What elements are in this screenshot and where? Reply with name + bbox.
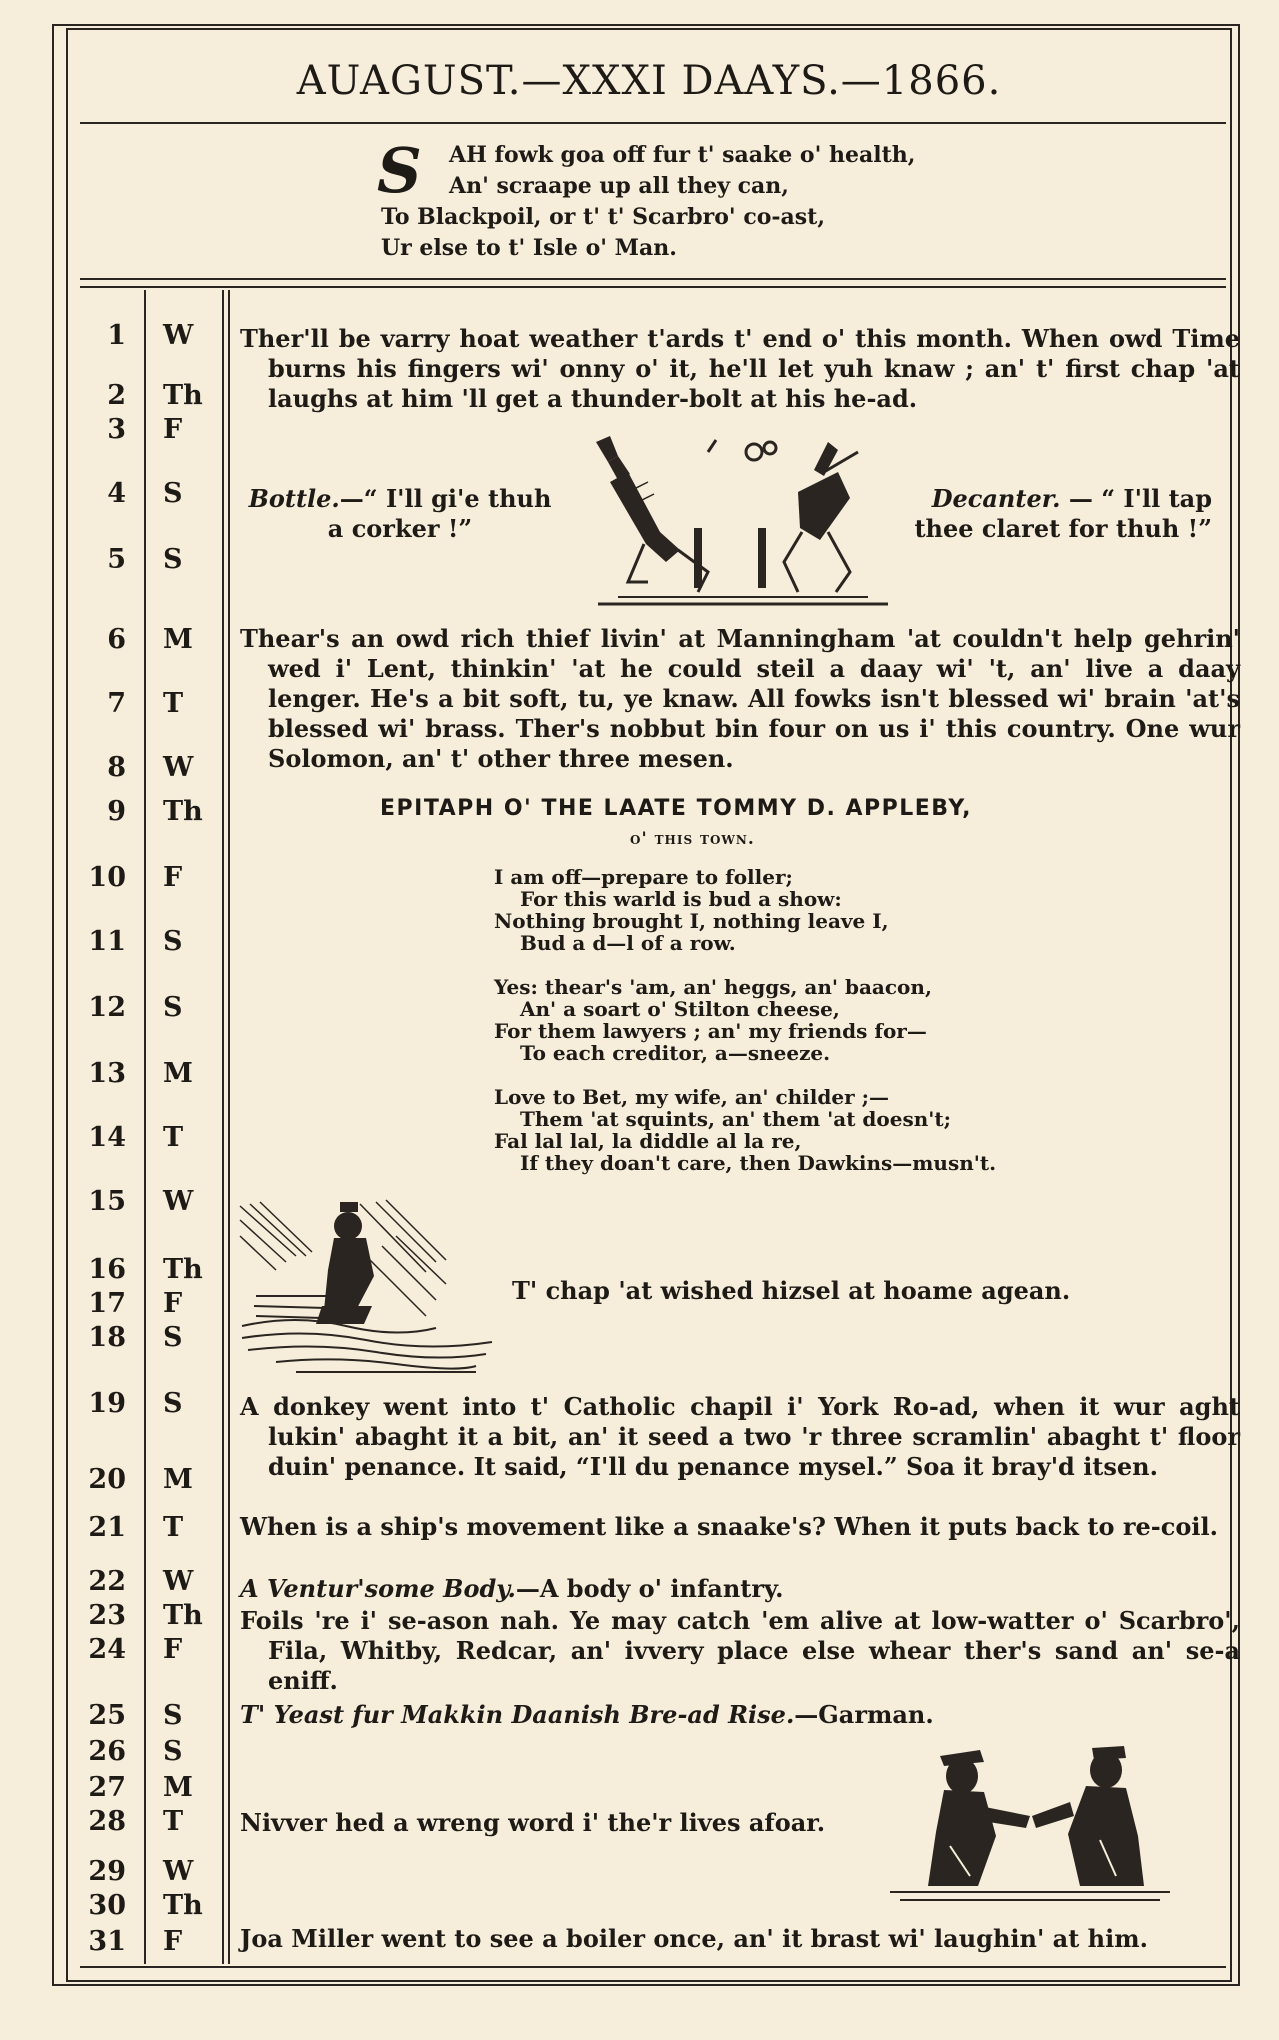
paragraph-donkey: A donkey went into t' Catholic chapil i' York Ro-ad, when it wur aght lukin' abaght it a bit, an' it seed a two 'r three scramlin' abaght t' floor duin' penance. It said, “I'll du penance mysel.” Soa it bray'd itsen.: [240, 1392, 1240, 1481]
day-number: 8: [107, 752, 126, 783]
weekday-letter: S: [163, 544, 183, 575]
decanter-speaker: Decanter.: [931, 484, 1061, 513]
day-number: 27: [88, 1772, 126, 1803]
day-number: 26: [88, 1736, 126, 1767]
day-number: 30: [88, 1890, 126, 1921]
day-number: 17: [88, 1288, 126, 1319]
page-title: AUAGUST.—XXXI DAAYS.—1866.: [296, 58, 1002, 104]
verse-line: AH fowk goa off fur t' saake o' health,: [449, 142, 916, 168]
day-number: 11: [88, 926, 126, 957]
day-number: 15: [88, 1186, 126, 1217]
paragraph-joa-miller: Joa Miller went to see a boiler once, an' it brast wi' laughin' at him.: [240, 1924, 1148, 1953]
weekday-letter: M: [163, 1058, 193, 1089]
day-number: 16: [88, 1254, 126, 1285]
day-number: 2: [107, 380, 126, 411]
epitaph-line: If they doan't care, then Dawkins—musn't.: [520, 1151, 997, 1175]
weekday-letter: M: [163, 1772, 193, 1803]
epitaph-stanza-1: [494, 866, 889, 954]
venturesome-lead: A Ventur'some Body.: [240, 1574, 516, 1603]
weekday-letter: M: [163, 1464, 193, 1495]
verse-rule-2: [80, 286, 1226, 288]
day-number: 10: [88, 862, 126, 893]
weekday-letter: T: [163, 1512, 184, 1543]
day-number: 31: [88, 1926, 126, 1957]
day-number: 4: [107, 478, 126, 509]
epitaph-stanza-3: [494, 1086, 996, 1174]
day-number: 13: [88, 1058, 126, 1089]
weekday-letter: T: [163, 688, 184, 719]
caption-chap: T' chap 'at wished hizsel at hoame agean.: [512, 1276, 1071, 1305]
epitaph-line: An' a soart o' Stilton cheese,: [520, 997, 840, 1021]
title-rule: [80, 122, 1226, 124]
decanter-caption: [900, 484, 1212, 544]
weekday-letter: S: [163, 992, 183, 1023]
column-divider-1: [144, 290, 146, 1964]
weekday-letter: S: [163, 1322, 183, 1353]
epitaph-line: To each creditor, a—sneeze.: [520, 1041, 831, 1065]
yeast-rest: —Garman.: [794, 1700, 934, 1729]
weekday-letter: F: [163, 862, 183, 893]
venturesome-rest: —A body o' infantry.: [515, 1574, 784, 1603]
epitaph-subheading: o' this town.: [630, 829, 755, 849]
bottle-speech: —“ I'll gi'e thuh a corker !”: [327, 484, 552, 543]
verse-rule-1: [80, 278, 1226, 280]
day-number: 1: [107, 320, 126, 351]
day-number: 9: [107, 796, 126, 827]
weekday-letter: S: [163, 926, 183, 957]
day-number: 14: [88, 1122, 126, 1153]
weekday-letter: F: [163, 1634, 183, 1665]
bottle-decanter-illustration: [588, 432, 894, 610]
weekday-letter: S: [163, 1388, 183, 1419]
weekday-letter: M: [163, 624, 193, 655]
weekday-letter: F: [163, 1288, 183, 1319]
day-number: 7: [107, 688, 126, 719]
day-number: 3: [107, 414, 126, 445]
decanter-speech: — “ I'll tap thee claret for thuh !”: [914, 484, 1212, 543]
opening-verse: [377, 134, 916, 264]
day-number: 12: [88, 992, 126, 1023]
weekday-letter: Th: [163, 1890, 203, 1921]
weekday-letter: Th: [163, 796, 203, 827]
epitaph-line: Nothing brought I, nothing leave I,: [494, 909, 889, 933]
weekday-letter: Th: [163, 380, 203, 411]
weekday-letter: W: [163, 1186, 194, 1217]
weekday-letter: F: [163, 1926, 183, 1957]
day-number: 25: [88, 1700, 126, 1731]
day-number: 5: [107, 544, 126, 575]
epitaph-line: I am off—prepare to foller;: [494, 865, 793, 889]
weekday-letter: S: [163, 1700, 183, 1731]
weekday-letter: W: [163, 752, 194, 783]
day-number: 6: [107, 624, 126, 655]
bottle-speaker: Bottle.: [248, 484, 340, 513]
epitaph-line: For them lawyers ; an' my friends for—: [494, 1019, 927, 1043]
day-number: 29: [88, 1856, 126, 1887]
weekday-letter: Th: [163, 1254, 203, 1285]
bottle-caption: [240, 484, 560, 544]
epitaph-stanza-2: [494, 976, 932, 1064]
verse-line: Ur else to t' Isle o' Man.: [381, 235, 677, 261]
weekday-letter: T: [163, 1806, 184, 1837]
paragraph-wreng-word: Nivver hed a wreng word i' the'r lives afoar.: [240, 1808, 826, 1837]
column-divider-3: [228, 290, 230, 1964]
two-figures-illustration: [880, 1736, 1176, 1908]
weekday-letter: W: [163, 1566, 194, 1597]
day-number: 23: [88, 1600, 126, 1631]
yeast-lead: T' Yeast fur Makkin Daanish Bre-ad Rise.: [240, 1700, 795, 1729]
paragraph-hot-weather: Ther'll be varry hoat weather t'ards t' end o' this month. When owd Time burns his fingers wi' onny o' it, he'll let yuh knaw ; an' t' first chap 'at laughs at him 'll get a thunder-bolt at his he-ad.: [240, 324, 1240, 413]
day-number: 19: [88, 1388, 126, 1419]
epitaph-line: Yes: thear's 'am, an' heggs, an' baacon,: [494, 975, 932, 999]
verse-line: To Blackpoil, or t' t' Scarbro' co-ast,: [381, 204, 825, 230]
day-number: 22: [88, 1566, 126, 1597]
weekday-letter: S: [163, 478, 183, 509]
column-divider-2: [222, 290, 224, 1964]
epitaph-line: Love to Bet, my wife, an' childer ;—: [494, 1085, 889, 1109]
day-number: 28: [88, 1806, 126, 1837]
drop-cap: S: [377, 134, 422, 207]
paragraph-manningham: Thear's an owd rich thief livin' at Manningham 'at couldn't help gehrin' wed i' Lent, thinkin' 'at he could steil a daay wi' 't, an' live a daay lenger. He's a bit soft, tu, ye knaw. All fowks isn't blessed wi' brain 'at's blessed wi' brass. Ther's nobbut bin four on us i' this country. One wur Solomon, an' t' other three mesen.: [240, 624, 1240, 773]
day-number: 24: [88, 1634, 126, 1665]
epitaph-line: Bud a d—l of a row.: [520, 931, 736, 955]
weekday-letter: W: [163, 320, 194, 351]
weekday-letter: S: [163, 1736, 183, 1767]
day-number: 18: [88, 1322, 126, 1353]
epitaph-heading: EPITAPH O' THE LAATE TOMMY D. APPLEBY,: [380, 796, 973, 821]
epitaph-line: Them 'at squints, an' them 'at doesn't;: [520, 1107, 951, 1131]
weekday-letter: Th: [163, 1600, 203, 1631]
paragraph-ship: When is a ship's movement like a snaake's? When it puts back to re-coil.: [240, 1512, 1218, 1541]
epitaph-line: For this warld is bud a show:: [520, 887, 842, 911]
weekday-letter: W: [163, 1856, 194, 1887]
weekday-letter: F: [163, 414, 183, 445]
seasick-man-illustration: [236, 1196, 496, 1378]
day-number: 20: [88, 1464, 126, 1495]
day-number: 21: [88, 1512, 126, 1543]
paragraph-venturesome: [240, 1574, 1212, 1604]
bottom-rule: [80, 1966, 1226, 1968]
weekday-letter: T: [163, 1122, 184, 1153]
verse-line: An' scraape up all they can,: [449, 173, 789, 199]
paragraph-yeast: [240, 1700, 1212, 1730]
epitaph-line: Fal lal lal, la diddle al la re,: [494, 1129, 802, 1153]
paragraph-foils: Foils 're i' se-ason nah. Ye may catch 'em alive at low-watter o' Scarbro', Fila, Whitby, Redcar, an' ivvery place else whear ther's sand an' se-a eniff.: [240, 1606, 1240, 1695]
